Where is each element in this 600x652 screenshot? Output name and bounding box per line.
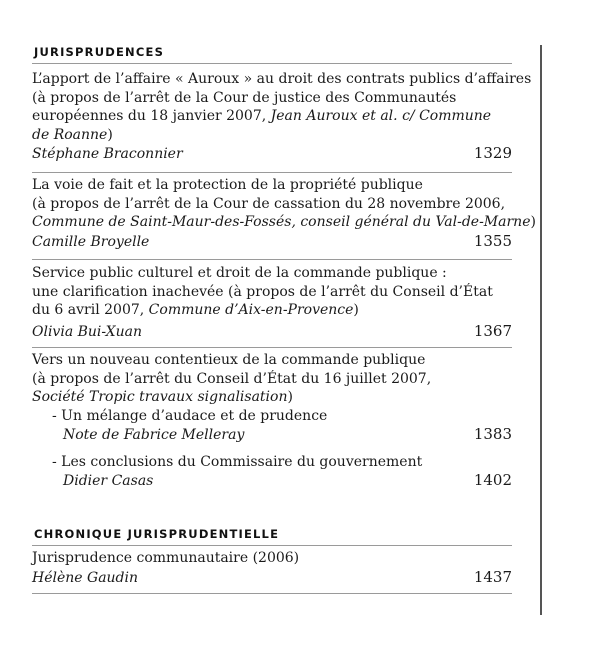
entry-title: Jurisprudence communautaire (2006) — [32, 550, 300, 566]
page-number: 1355 — [473, 231, 512, 250]
margin-rule — [540, 45, 542, 615]
entry-title: L’apport de l’affaire « Auroux » au droit des contrats publics d’affaires — [32, 71, 532, 87]
author-name: Hélène Gaudin — [32, 569, 139, 586]
page-number: 1329 — [473, 144, 512, 162]
case-name: Société Tropic travaux signalisation — [32, 389, 288, 405]
entry-title: La voie de fait et la protection de la propriété publique — [32, 177, 423, 193]
page-number: 1437 — [473, 567, 512, 586]
section-divider — [32, 63, 512, 64]
case-name: Commune de Saint-Maur-des-Fossés, conseil général du Val-de-Marne — [32, 214, 531, 230]
page-number: 1367 — [473, 321, 512, 340]
sub-entry-title: - Un mélange d’audace et de prudence — [52, 407, 328, 424]
entry-subtitle: européennes du 18 janvier 2007, Jean Auroux et al. c/ Commune — [32, 108, 492, 124]
author-row — [32, 322, 512, 342]
author-row — [52, 425, 512, 445]
toc-entry-auroux[interactable] — [32, 70, 532, 164]
page-number: 1402 — [473, 471, 512, 489]
author-row — [32, 232, 512, 252]
entry-title: Service public culturel et droit de la commande publique : — [32, 265, 447, 281]
author-row — [32, 144, 512, 164]
entry-subtitle: Commune de Saint-Maur-des-Fossés, conseil général du Val-de-Marne) — [32, 214, 536, 230]
sub-entry-title: - Les conclusions du Commissaire du gouvernement — [52, 453, 423, 470]
entry-subtitle: (à propos de l’arrêt du Conseil d’État du 16 juillet 2007, — [32, 370, 432, 387]
case-name: Jean Auroux et al. c/ Commune — [270, 108, 492, 124]
case-name: de Roanne — [32, 126, 108, 143]
author-name: Didier Casas — [63, 473, 154, 489]
author-name: Stéphane Braconnier — [32, 146, 183, 162]
entry-divider — [32, 172, 512, 173]
author-row — [52, 471, 512, 491]
toc-entry-nouveau-contentieux[interactable] — [32, 351, 512, 491]
entry-subtitle: (à propos de l’arrêt de la Cour de justice des Communautés — [32, 89, 457, 106]
sub-entry-conclusions[interactable] — [32, 453, 512, 491]
page-number: 1383 — [473, 425, 512, 443]
entry-divider — [32, 259, 512, 260]
entry-subtitle: une clarification inachevée (à propos de l’arrêt du Conseil d’État — [32, 283, 493, 300]
entry-divider — [32, 347, 512, 348]
author-row — [32, 568, 512, 588]
author-name: Camille Broyelle — [32, 233, 150, 250]
entry-subtitle: du 6 avril 2007, Commune d’Aix-en-Provence) — [32, 302, 359, 318]
case-name: Commune d’Aix-en-Provence — [148, 302, 354, 318]
entry-subtitle: (à propos de l’arrêt de la Cour de cassation du 28 novembre 2006, — [32, 195, 506, 212]
author-name: Olivia Bui-Xuan — [32, 323, 142, 340]
section-heading-jurisprudences: JURISPRUDENCES — [34, 45, 165, 59]
entry-divider — [32, 593, 512, 594]
section-heading-chronique: CHRONIQUE JURISPRUDENTIELLE — [34, 527, 280, 541]
toc-entry-jurisprudence-communautaire[interactable] — [32, 549, 512, 587]
sub-entry-note[interactable] — [32, 407, 512, 445]
author-name: Note de Fabrice Melleray — [63, 427, 245, 443]
entry-subtitle: Société Tropic travaux signalisation) — [32, 389, 293, 405]
toc-entry-voie-de-fait[interactable] — [32, 176, 536, 251]
section-divider — [32, 545, 512, 546]
entry-title: Vers un nouveau contentieux de la commande publique — [32, 352, 426, 368]
entry-subtitle: de Roanne) — [32, 126, 113, 143]
toc-entry-service-public-culturel[interactable] — [32, 264, 512, 341]
